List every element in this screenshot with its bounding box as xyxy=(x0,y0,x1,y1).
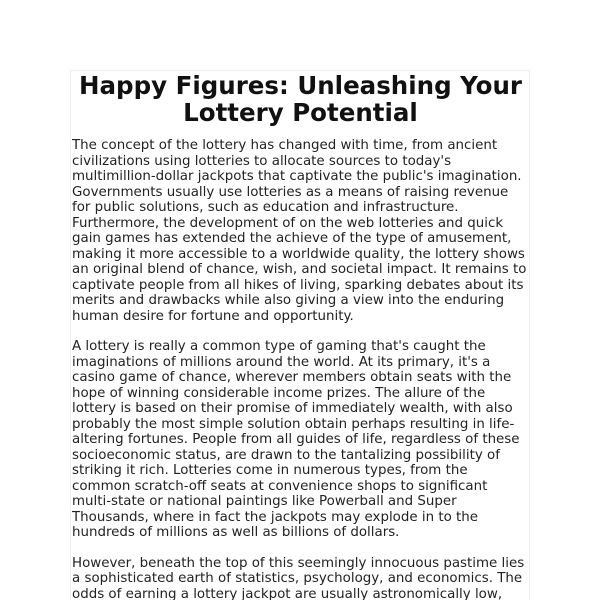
article xyxy=(70,70,530,600)
article-title: Happy Figures: Unleashing Your Lottery Potential xyxy=(79,71,522,127)
article-paragraph: A lottery is really a common type of gaming that's caught the imaginations of millions around the world. At its primary, it's a casino game of chance, wherever members obtain seats with the hope of winning considerable income prizes. The allure of the lottery is based on their promise of immediately wealth, with also probably the most simple solution obtain perhaps resulting in life-altering fortunes. People from all guides of life, regardless of these socioeconomic status, are drawn to the tantalizing possibility of striking it rich. Lotteries come in numerous types, from the common scratch-off seats at convenience shops to significant multi-state or national paintings like Powerball and Super Thousands, where in fact the jackpots may explode in to the hundreds of millions as well as billions of dollars. xyxy=(72,339,520,540)
article-body xyxy=(72,138,529,600)
article-paragraph: However, beneath the top of this seemingly innocuous pastime lies a sophisticated earth of statistics, psychology, and economics. The odds of earning a lottery jackpot are usually astronomically low, xyxy=(72,555,525,600)
article-paragraph: The concept of the lottery has changed with time, from ancient civilizations using lotteries to allocate sources to today's multimillion-dollar jackpots that captivate the public's imagination. Governments usually use lotteries as a means of raising revenue for public solutions, such as education and infrastructure. Furthermore, the development of on the web lotteries and quick gain games has extended the achieve of the type of amusement, making it more accessible to a worldwide quality, the lottery shows an original blend of chance, wish, and societal impact. It remains to captivate people from all hikes of living, sparking debates about its merits and drawbacks while also giving a view into the enduring human desire for fortune and opportunity. xyxy=(72,138,527,324)
